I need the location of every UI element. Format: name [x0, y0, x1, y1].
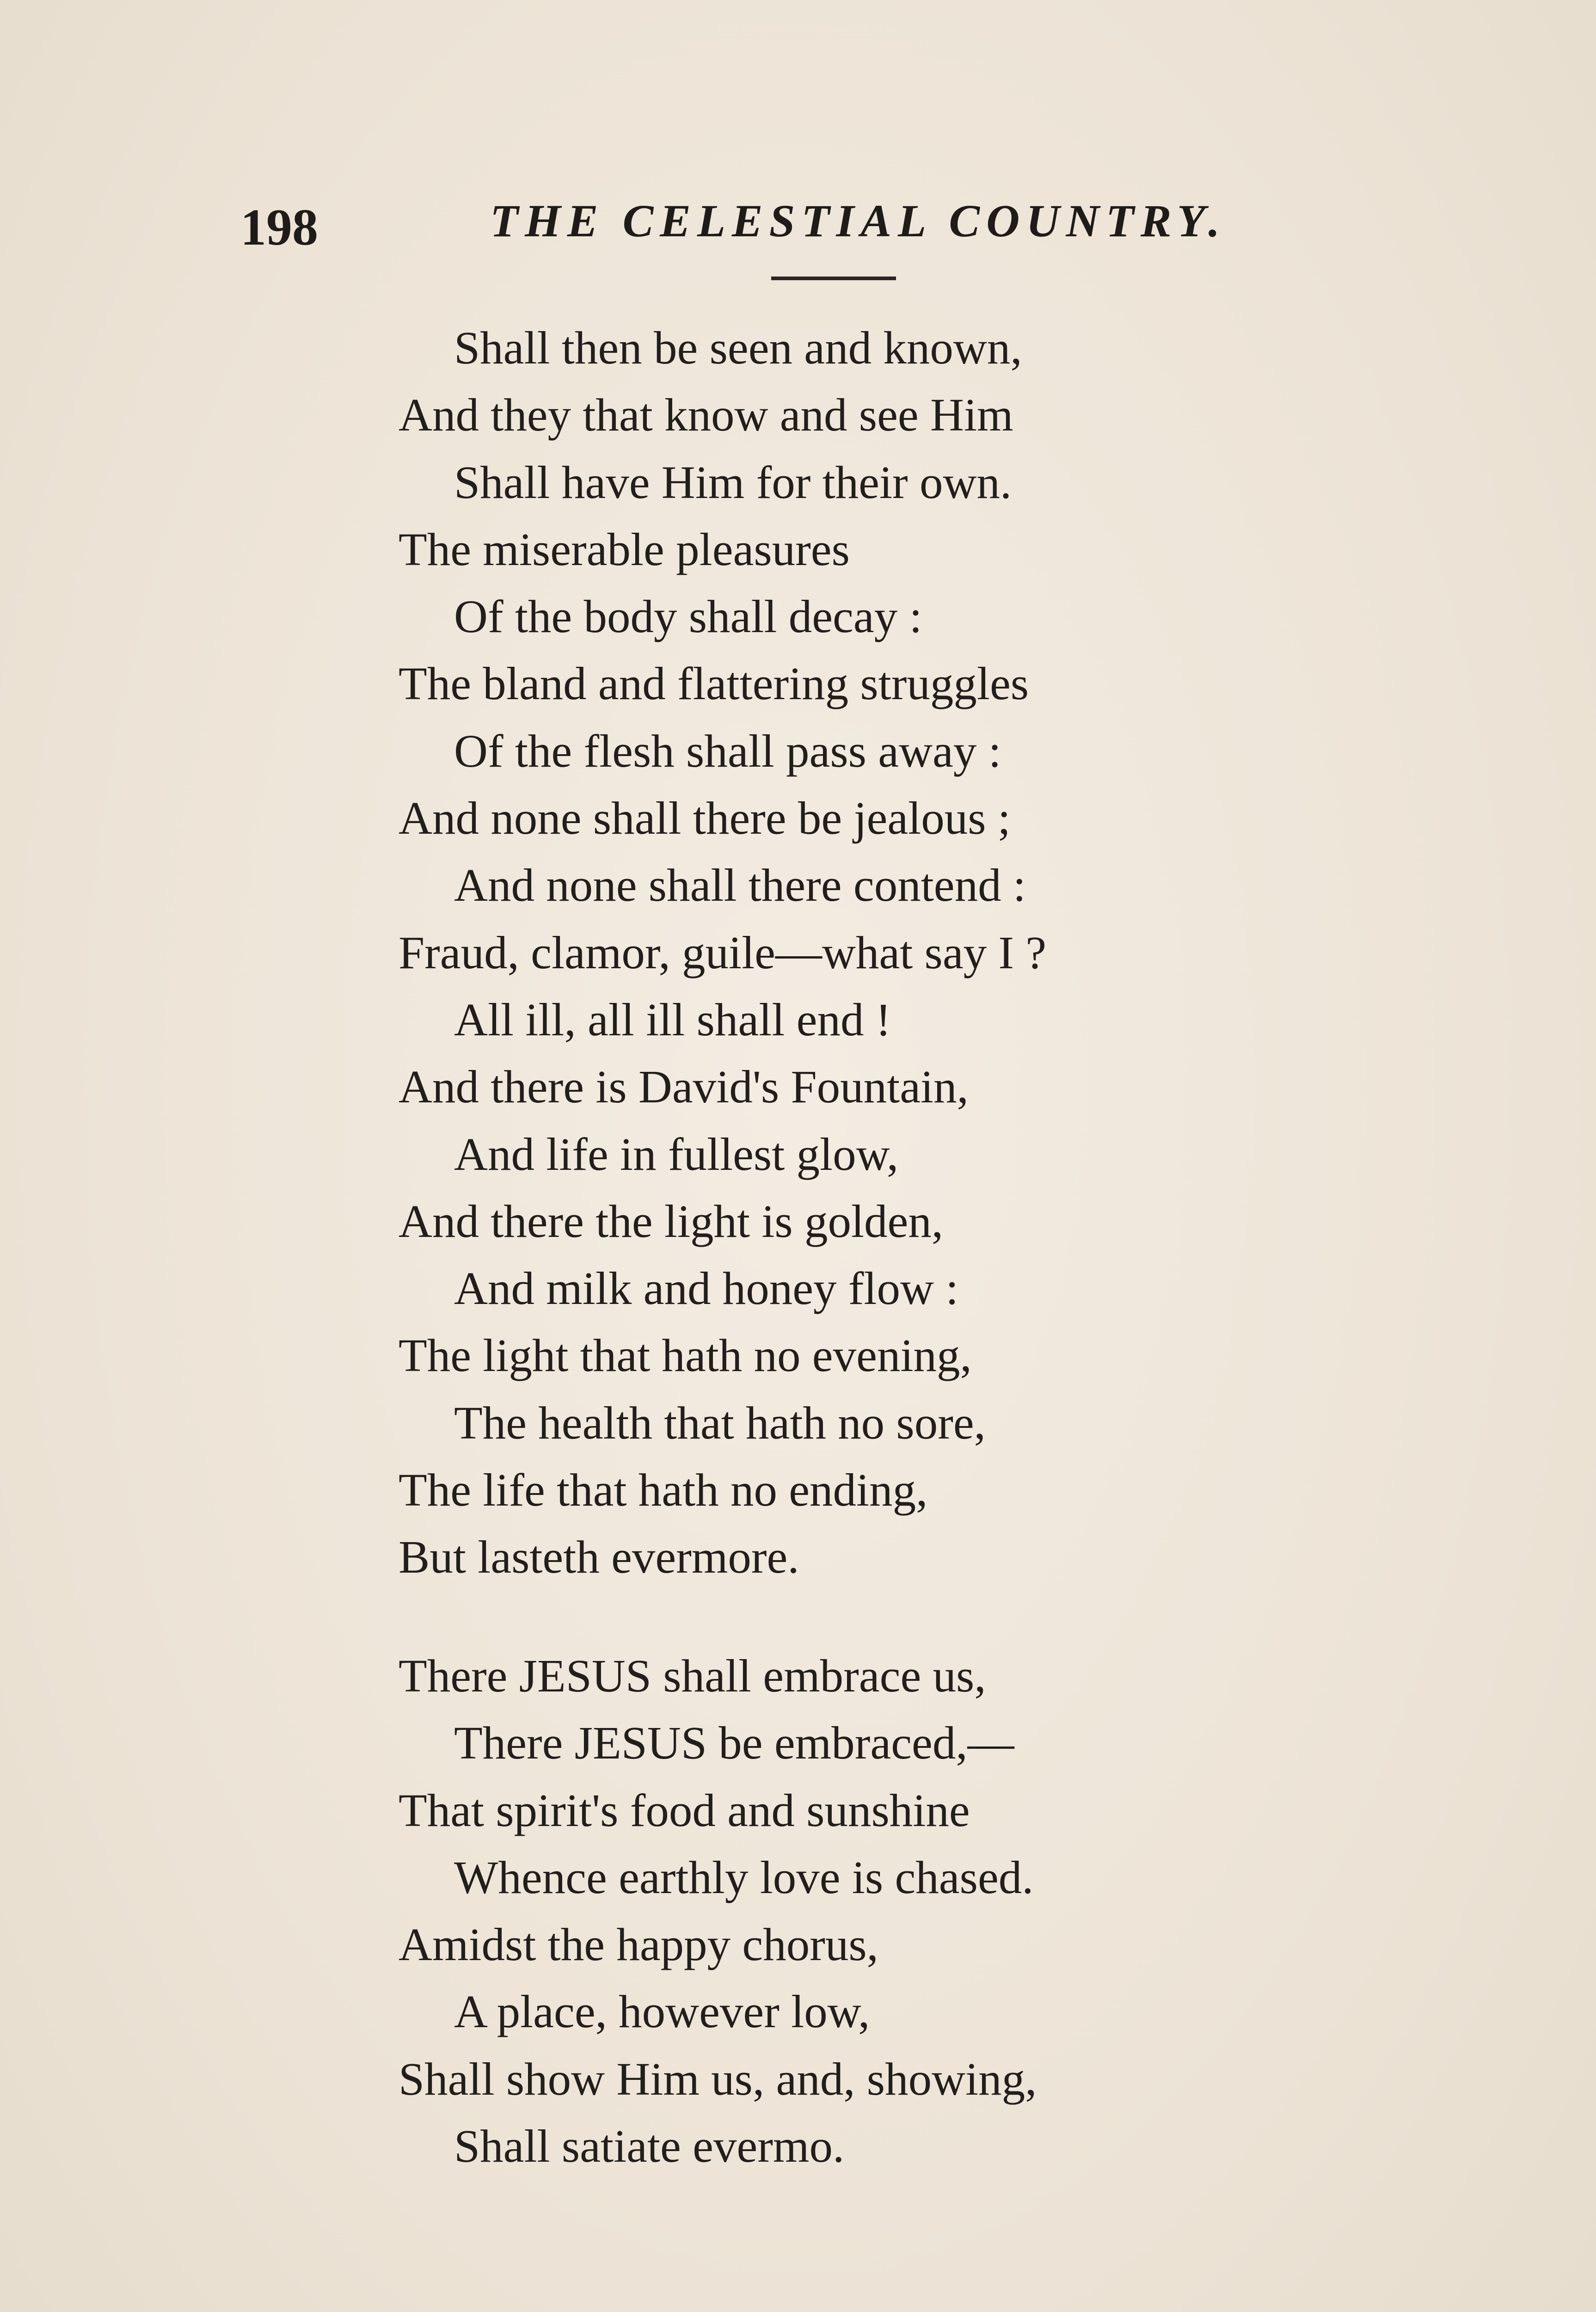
poem-line: Shall show Him us, and, showing, — [399, 2053, 1037, 2105]
poem-line: Of the flesh shall pass away : — [454, 725, 1001, 777]
poem-line: Shall have Him for their own. — [454, 456, 1012, 508]
header-rule — [771, 277, 896, 280]
poem-line: The miserable pleasures — [399, 523, 850, 575]
poem-line: The light that hath no evening, — [399, 1329, 972, 1382]
poem-line: And there the light is golden, — [399, 1195, 944, 1247]
poem-line: And none shall there contend : — [454, 859, 1026, 911]
poem-line: There JESUS be embraced,— — [454, 1717, 1014, 1769]
poem-line: Of the body shall decay : — [454, 590, 922, 643]
running-title: THE CELESTIAL COUNTRY. — [490, 195, 1227, 246]
poem-line: Amidst the happy chorus, — [399, 1918, 878, 1971]
running-head — [240, 190, 1225, 254]
poem-line: The bland and flattering struggles — [399, 658, 1029, 710]
poem-line: But lasteth evermore. — [399, 1531, 799, 1583]
poem-stanza-2 — [399, 1642, 1037, 2180]
poem-line: And there is David's Fountain, — [399, 1061, 969, 1113]
poem-line: Shall then be seen and known, — [454, 322, 1022, 374]
page-number: 198 — [240, 199, 318, 256]
poem-line: And none shall there be jealous ; — [399, 792, 1011, 844]
poem-stanza-1 — [399, 314, 1046, 1591]
poem-line: The life that hath no ending, — [399, 1464, 928, 1516]
poem-line: And life in fullest glow, — [454, 1128, 899, 1180]
poem-line: Fraud, clamor, guile—what say I ? — [399, 926, 1047, 978]
poem-line: That spirit's food and sunshine — [399, 1784, 970, 1836]
poem-line: And they that know and see Him — [399, 389, 1013, 441]
poem-line: The health that hath no sore, — [454, 1396, 986, 1449]
poem-line: There JESUS shall embrace us, — [399, 1650, 986, 1702]
poem-line: And milk and honey flow : — [454, 1262, 959, 1315]
poem-line: Whence earthly love is chased. — [454, 1851, 1034, 1903]
poem-line: All ill, all ill shall end ! — [454, 993, 891, 1045]
poem-line: A place, however low, — [454, 1986, 870, 2038]
poem-line: Shall satiate evermo. — [454, 2120, 845, 2172]
